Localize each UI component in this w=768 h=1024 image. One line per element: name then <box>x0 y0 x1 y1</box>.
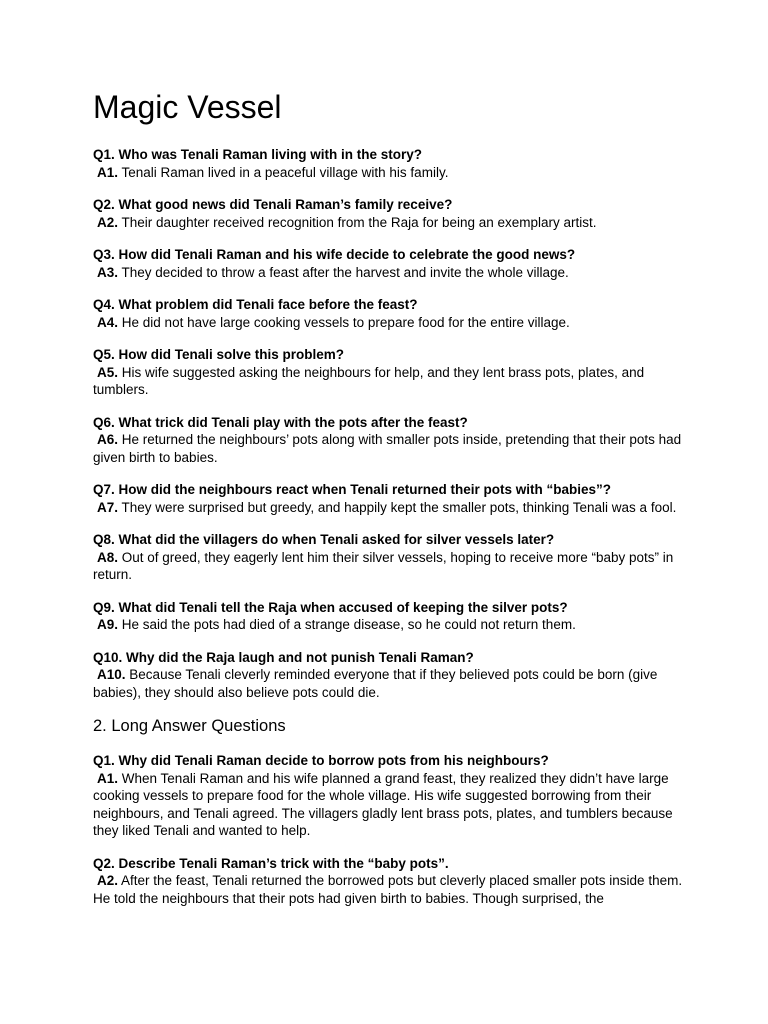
question: Q8. What did the villagers do when Tenali asked for silver vessels later? <box>93 532 555 547</box>
answer <box>93 431 683 466</box>
answer-text: When Tenali Raman and his wife planned a grand feast, they realized they didn’t have large cooking vessels to prepare food for the whole village. His wife suggested borrowing from their neighbours, and Tenali agreed. The villagers gladly lent brass pots, plates, and tumblers because they liked Tenali and wanted to help. <box>93 770 673 838</box>
document-page <box>93 88 683 922</box>
question: Q4. What problem did Tenali face before the feast? <box>93 297 418 312</box>
qa-item <box>93 531 683 584</box>
answer <box>93 616 683 634</box>
answer-label: A1. <box>97 164 119 180</box>
answer-text: Tenali Raman lived in a peaceful village with his family. <box>121 164 449 180</box>
qa-item <box>93 414 683 467</box>
question: Q3. How did Tenali Raman and his wife decide to celebrate the good news? <box>93 247 576 262</box>
answer-label: A1. <box>97 770 119 786</box>
qa-item <box>93 196 683 231</box>
question: Q2. Describe Tenali Raman’s trick with the “baby pots”. <box>93 855 449 871</box>
answer-text: Because Tenali cleverly reminded everyone that if they believed pots could be born (give babies), they should also believe pots could die. <box>93 667 658 700</box>
answer-label: A5. <box>97 364 119 380</box>
question: Q5. How did Tenali solve this problem? <box>93 347 345 362</box>
answer-label: A6. <box>97 432 119 447</box>
answer-text: He did not have large cooking vessels to prepare food for the entire village. <box>121 314 570 330</box>
page-title: Magic Vessel <box>93 89 282 125</box>
answer-label: A2. <box>97 214 119 230</box>
long-answer-list <box>93 752 683 907</box>
qa-item <box>93 246 683 281</box>
answer-label: A3. <box>97 264 119 280</box>
answer-text: Their daughter received recognition from the Raja for being an exemplary artist. <box>121 214 597 230</box>
question: Q7. How did the neighbours react when Tenali returned their pots with “babies”? <box>93 482 612 497</box>
question: Q2. What good news did Tenali Raman’s family receive? <box>93 197 453 212</box>
answer <box>93 549 683 584</box>
answer <box>93 499 683 517</box>
question: Q1. Who was Tenali Raman living with in the story? <box>93 147 423 162</box>
qa-item <box>93 752 683 840</box>
answer <box>93 364 683 399</box>
qa-item <box>93 146 683 181</box>
answer-label: A8. <box>97 549 119 565</box>
answer-label: A10. <box>97 667 126 682</box>
answer-label: A4. <box>97 314 119 330</box>
answer <box>93 314 683 332</box>
answer-label: A2. <box>97 873 119 888</box>
qa-item <box>93 599 683 634</box>
answer-text: After the feast, Tenali returned the borrowed pots but cleverly placed smaller pots inside them. He told the neighbours that their pots had given birth to babies. Though surprised, the <box>93 873 683 906</box>
answer <box>93 264 683 282</box>
answer-label: A9. <box>97 617 119 632</box>
question: Q9. What did Tenali tell the Raja when accused of keeping the silver pots? <box>93 599 568 615</box>
question: Q10. Why did the Raja laugh and not punish Tenali Raman? <box>93 649 474 665</box>
answer <box>93 666 683 701</box>
question: Q1. Why did Tenali Raman decide to borrow pots from his neighbours? <box>93 753 549 768</box>
qa-item <box>93 649 683 702</box>
answer-text: They decided to throw a feast after the harvest and invite the whole village. <box>121 264 569 280</box>
question: Q6. What trick did Tenali play with the pots after the feast? <box>93 414 468 430</box>
answer-text: Out of greed, they eagerly lent him their silver vessels, hoping to receive more “baby pots” in return. <box>93 549 674 582</box>
answer <box>93 164 683 182</box>
answer-text: His wife suggested asking the neighbours for help, and they lent brass pots, plates, and tumblers. <box>93 364 645 397</box>
section-heading: 2. Long Answer Questions <box>93 717 286 735</box>
qa-item <box>93 855 683 908</box>
short-answer-list <box>93 146 683 701</box>
answer-label: A7. <box>97 499 119 515</box>
qa-item <box>93 296 683 331</box>
qa-item <box>93 346 683 399</box>
qa-item <box>93 481 683 516</box>
answer-text: He returned the neighbours’ pots along with smaller pots inside, pretending that their pots had given birth to babies. <box>93 432 682 465</box>
answer-text: They were surprised but greedy, and happily kept the smaller pots, thinking Tenali was a fool. <box>121 499 677 515</box>
answer <box>93 770 683 840</box>
answer <box>93 872 683 907</box>
answer-text: He said the pots had died of a strange disease, so he could not return them. <box>121 617 576 632</box>
answer <box>93 214 683 232</box>
